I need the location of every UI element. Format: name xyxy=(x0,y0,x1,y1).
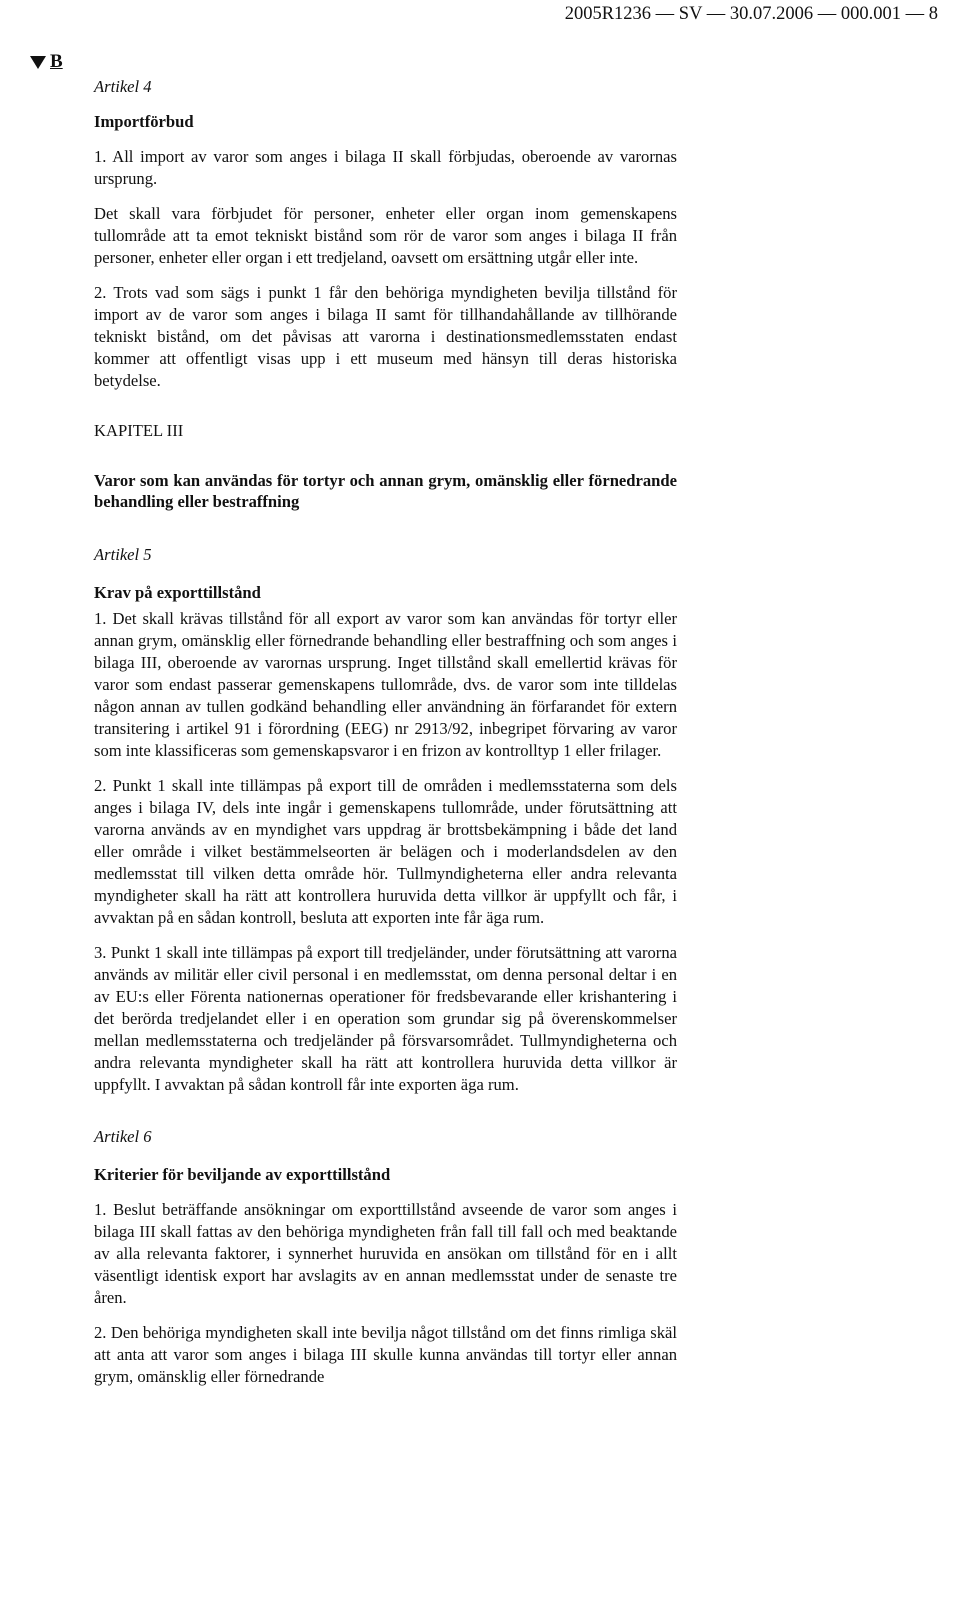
article-4-paragraph-1: 1. All import av varor som anges i bilaga II skall förbjudas, oberoende av varornas ursprung. xyxy=(94,147,677,188)
triangle-down-icon xyxy=(30,56,46,69)
chapter-3-title: Varor som kan användas för tortyr och annan grym, omänsklig eller förnedrande behandling eller bestraffning xyxy=(94,471,677,511)
article-6-paragraph-1: 1. Beslut beträffande ansökningar om exporttillstånd avseende de varor som anges i bilaga III skall fattas av den behöriga myndigheten från fall till fall och med beaktande av alla relevanta faktorer, i synnerhet huruvida en ansökan om tillstånd för en i allt väsentligt identisk export har avslagits av en annan medlemsstat under de senaste tre åren. xyxy=(94,1200,677,1307)
article-5-title: Krav på exporttillstånd xyxy=(94,583,261,602)
marker-letter: B xyxy=(50,51,63,72)
article-6-heading: Artikel 6 xyxy=(94,1127,152,1146)
amendment-marker xyxy=(30,51,63,73)
article-5-heading: Artikel 5 xyxy=(94,545,152,564)
article-6-title: Kriterier för beviljande av exporttillstånd xyxy=(94,1165,391,1184)
article-4-paragraph-3: 2. Trots vad som sägs i punkt 1 får den behöriga myndigheten bevilja tillstånd för import av de varor som anges i bilaga II samt för tillhandahållande av tillhörande tekniskt bistånd, om det påvisas att varorna i destinationsmedlemsstaten endast kommer att offentligt visas upp i ett museum med hänsyn till deras historiska betydelse. xyxy=(94,283,677,390)
article-4-title: Importförbud xyxy=(94,112,194,131)
article-4-paragraph-2: Det skall vara förbjudet för personer, enheter eller organ inom gemenskapens tullområde att ta emot tekniskt bistånd som rör de varor som anges i bilaga II från personer, enheter eller organ i ett tredjeland, oavsett om ersättning utgår eller inte. xyxy=(94,204,677,267)
article-6-paragraph-2: 2. Den behöriga myndigheten skall inte bevilja något tillstånd om det finns rimliga skäl att anta att varor som anges i bilaga III skulle kunna användas till tortyr eller annan grym, omänsklig eller förnedrande xyxy=(94,1323,677,1386)
article-4-heading: Artikel 4 xyxy=(94,77,152,96)
document-body xyxy=(94,76,677,1388)
article-5-paragraph-1: 1. Det skall krävas tillstånd för all export av varor som kan användas för tortyr eller annan grym, omänsklig eller förnedrande behandling eller bestraffning och som anges i bilaga III, oberoende av varornas ursprung. Inget tillstånd skall emellertid krävas för varor som endast passerar gemenskapens tullområde, dvs. de varor som inte tilldelas någon annan av tullen godkänd behandling eller användning än förfarandet för extern transitering i artikel 91 i förordning (EEG) nr 2913/92, inbegripet förvaring av varor som inte klassificeras som gemenskapsvaror i en frizon av kontrolltyp 1 eller frilager. xyxy=(94,609,677,760)
article-5-paragraph-2: 2. Punkt 1 skall inte tillämpas på export till de områden i medlemsstaterna som dels anges i bilaga IV, dels inte ingår i gemenskapens tullområde, under förutsättning att varorna används av en myndighet vars uppdrag är brottsbekämpning i både det land eller område i vilket bestämmelseorten är belägen och i moderlandsdelen av den medlemsstat till vilken detta område hör. Tullmyndigheterna eller andra relevanta myndigheter skall ha rätt att kontrollera huruvida detta villkor är uppfyllt och får, i avvaktan på en sådan kontroll, besluta att exporten inte får äga rum. xyxy=(94,776,677,927)
chapter-3-heading: KAPITEL III xyxy=(94,421,184,440)
article-5-paragraph-3: 3. Punkt 1 skall inte tillämpas på export till tredjeländer, under förutsättning att varorna används av militär eller civil personal i en medlemsstat, om denna personal deltar i en av EU:s eller Förenta nationernas operationer för fredsbevarande eller krishantering i det berörda tredjelandet eller i en operation som grundar sig på överenskommelser mellan medlemsstaterna och tredjeländer på försvarsområdet. Tullmyndigheterna och andra relevanta myndigheter skall ha rätt att kontrollera huruvida detta villkor är uppfyllt. I avvaktan på sådan kontroll får inte exporten äga rum. xyxy=(94,943,677,1094)
document-header: 2005R1236 — SV — 30.07.2006 — 000.001 — 8 xyxy=(564,4,938,24)
